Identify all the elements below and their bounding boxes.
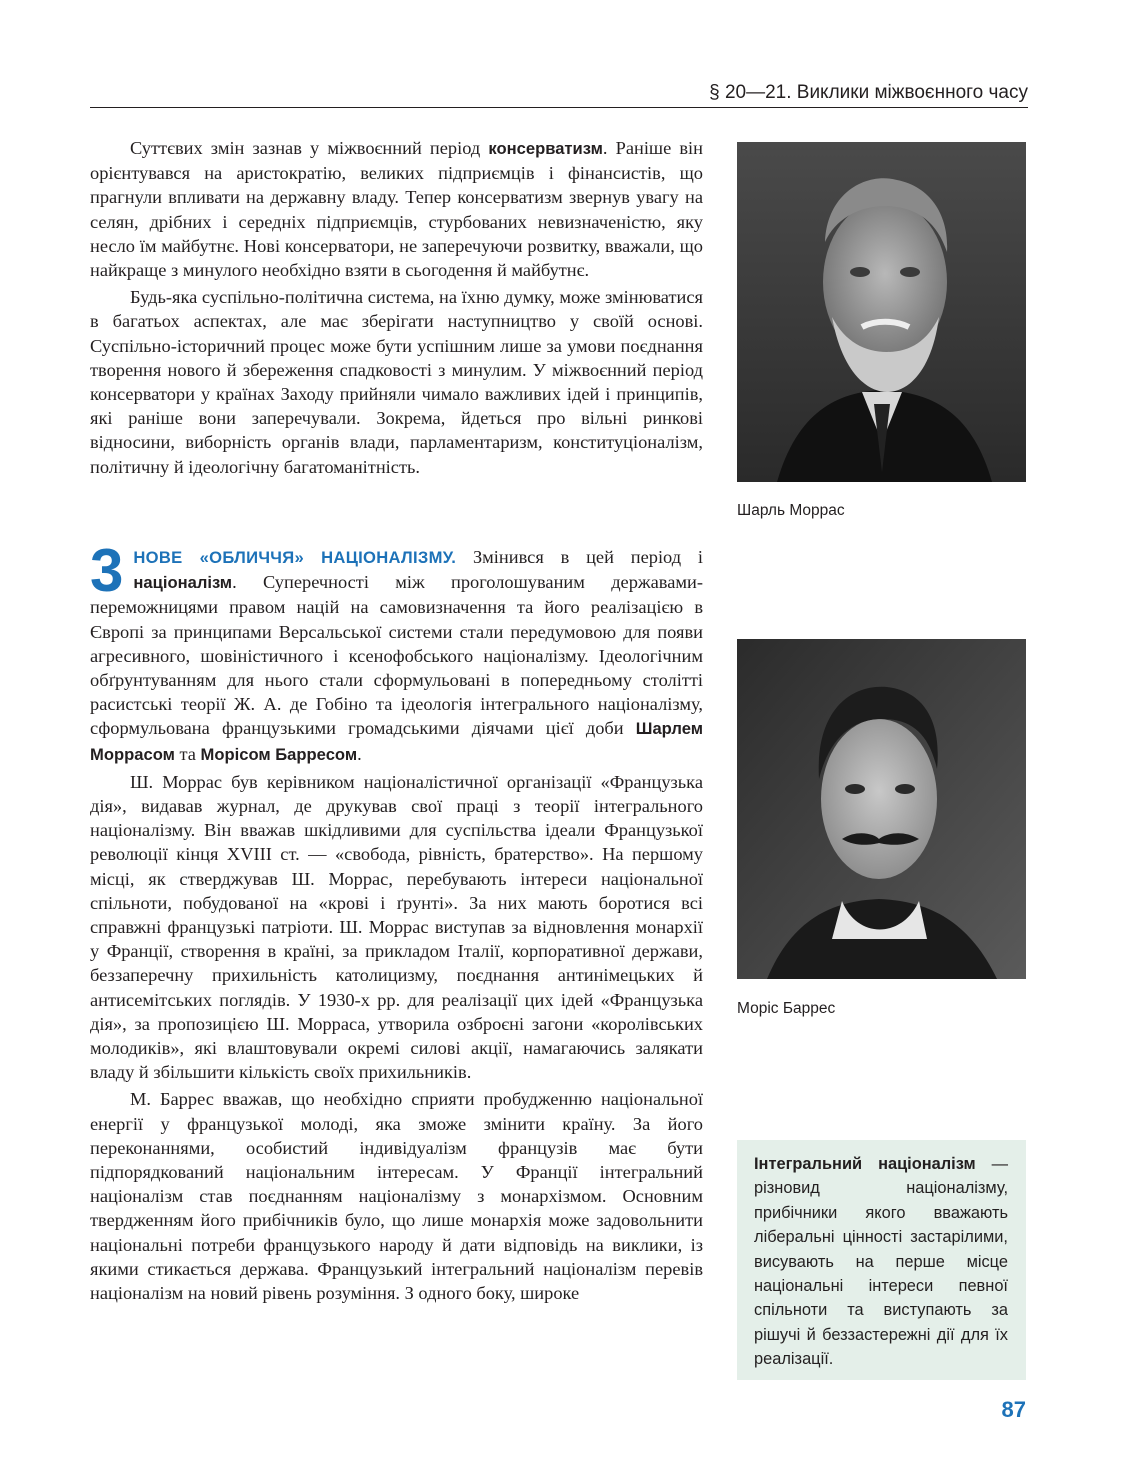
paragraph-barres: М. Баррес вважав, що необхідно сприяти пробудженню національної енергії у французької молоді, яка зможе змінити країну. За його переконаннями, особистий індивідуалізм французів має бути підпорядкований національним інтересам. У Франції інтегральний націоналізм став поєднанням націоналізму з монархізмом. Основним твердженням його прибічників було, що лише монархія може задовольнити національні потреби французького народу й дати відповідь на виклики, із якими стикається держава. Французький інтегральний націоналізм перевів націоналізм на новий рівень розуміння. З одного боку, широке [90,1089,703,1304]
portrait-maurras [737,142,1026,482]
sec3-text-e: та [174,743,201,764]
term-nationalism: націоналізм [133,573,233,593]
section-heading: НОВЕ «ОБЛИЧЧЯ» НАЦІОНАЛІЗМУ. [133,548,457,567]
portrait-maurras-image [737,142,1026,482]
header-rule [90,107,1028,108]
paragraph-conservatism [90,136,703,282]
definition-text: — різновид націоналізму, прибічники якого вважають ліберальні цінності застарілими, висувають на перше місце національні інтереси певної спільноти та виступають за рішучі й беззастережні дії для їх реалізації. [754,1155,1008,1369]
sec3-text-c: . Суперечності між проголошуваним державами-переможницями правом націй на самовизначення та його реалізацією в Європі за принципами Версальської системи стали передумовою для появи агресивного, шовіністичного і ксенофобського націоналізму. Ідеологічним обґрунтуванням для нього стали сформульовані в попередньому столітті расистські теорії Ж. А. де Гобіно та ідеологія інтегрального націоналізму, сформульована французькими громадськими діячами цієї доби [90,572,703,739]
text-block-nationalism [90,537,703,1305]
portrait-barres-image [737,639,1026,979]
caption-barres: Моріс Баррес [737,1000,836,1017]
page-number: 87 [1001,1397,1026,1422]
name-maurras: Шарлем Моррасом [90,719,703,764]
section-number: 3 [90,537,124,604]
paragraph-political-system: Будь-яка суспільно-політична система, на їхню думку, може змінюватися в багатьох аспектах, але має зберігати наступництво у своїй основі. Суспільно-історичний процес може бути успішним лише за умови поєднання творення нового й збереження спадковості з минулим. У міжвоєнний період консерватори у країнах Заходу прийняли чимало важливих ідей і принципів, які раніше вони заперечували. Зокрема, йдеться про вільні ринкові відносини, виборність органів влади, парламентаризм, конституціоналізм, політичну й ідеологічну багатоманітність. [90,287,703,477]
paragraph-maurras: Ш. Моррас був керівником націоналістичної організації «Французька дія», видавав журнал, де друкував свої праці з теорії інтегрального націоналізму. Він вважав шкідливими для суспільства ідеали Французької революції кінця XVIII ст. — «свобода, рівність, братерство». На першому місці, як стверджував Ш. Моррас, перебувають інтереси національної спільноти, побудованої на «крові і ґрунті». За них мають боротися всі справжні французькі патріоти. Ш. Моррас виступав за відновлення монархії у Франції, створення в країні, за прикладом Італії, корпоративної держави, беззаперечну прихильність католицизму, поєднання антинімецьких й антисемітських поглядів. У 1930-х рр. для реалізації цих ідей «Французька дія», за пропозицією Ш. Морраса, утворила озброєні загони «королівських молодиків», які влаштовували окремі силові акції, намагаючись залякати владу й збільшити кількість своїх прихильників. [90,771,703,1083]
para1-text-a: Суттєвих змін зазнав у міжвоєнний період [130,138,489,158]
para1-text-c: . Раніше він орієнтувався на аристократію, великих підприємців і фінансистів, що прагнули впливати на державну владу. Тепер консерватизм звернув увагу на селян, дрібних і середніх підприємців, стурбованих невизначеністю, яку несло їм майбутнє. Нові консерватори, не заперечуючи розвитку, вважали, що найкраще з минулого необхідно взяти в сьогодення й майбутнє. [90,138,704,281]
running-header: § 20—21. Виклики міжвоєнного часу [709,82,1028,103]
term-conservatism: консерватизм [488,139,603,158]
definition-box [737,1140,1026,1380]
portrait-barres [737,639,1026,979]
sec3-text-a: Змінився в цей період і [456,547,703,567]
paragraph-nationalism [90,537,703,767]
caption-maurras: Шарль Моррас [737,502,845,519]
text-block-conservatism [90,136,703,479]
name-barres: Морісом Барресом [200,744,358,764]
sec3-text-g: . [357,743,362,764]
definition-term: Інтегральний націоналізм [754,1155,976,1173]
